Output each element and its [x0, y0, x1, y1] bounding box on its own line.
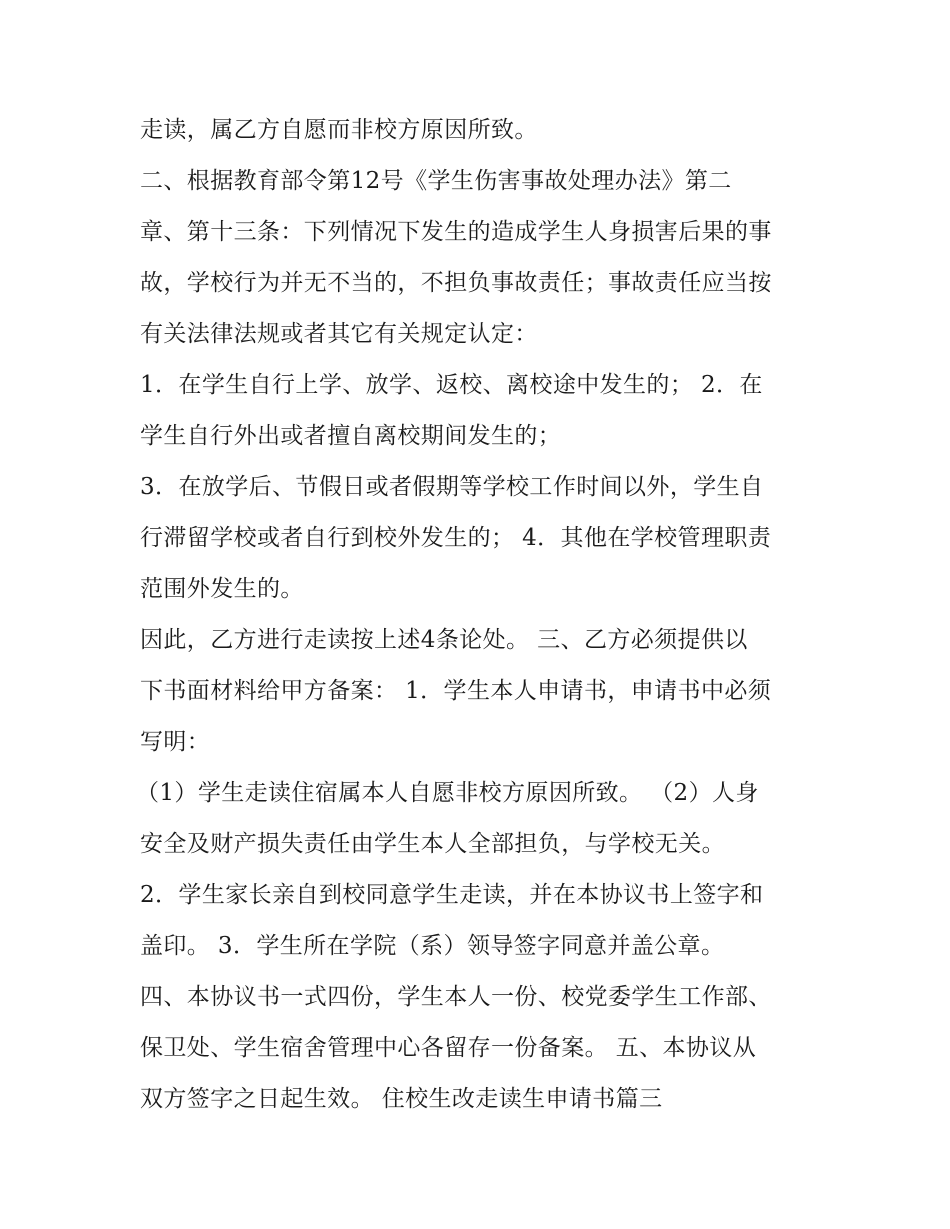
document-body — [136, 105, 820, 1125]
text-line: 故，学校行为并无不当的，不担负事故责任；事故责任应当按 — [140, 270, 772, 296]
text-line: 范围外发生的。 — [140, 576, 304, 602]
text-line: 1．在学生自行上学、放学、返校、离校途中发生的； 2．在 — [140, 372, 763, 398]
text-line: 二、根据教育部令第12号《学生伤害事故处理办法》第二 — [140, 168, 732, 194]
text-line: 3．在放学后、节假日或者假期等学校工作时间以外，学生自 — [140, 474, 764, 500]
text-line: 学生自行外出或者擅自离校期间发生的； — [140, 423, 562, 449]
text-line: 2．学生家长亲自到校同意学生走读，并在本协议书上签字和 — [140, 882, 764, 908]
text-line: 写明： — [140, 729, 211, 755]
text-line: 有关法律法规或者其它有关规定认定： — [140, 321, 538, 347]
text-line: 因此，乙方进行走读按上述4条论处。 三、乙方必须提供以 — [140, 627, 748, 653]
text-line: 双方签字之日起生效。 住校生改走读生申请书篇三 — [140, 1086, 663, 1112]
text-line: （1）学生走读住宿属本人自愿非校方原因所致。 （2）人身 — [136, 780, 759, 806]
text-line: 走读，属乙方自愿而非校方原因所致。 — [140, 117, 538, 143]
text-line: 下书面材料给甲方备案： 1．学生本人申请书，申请书中必须 — [140, 678, 772, 704]
text-line: 盖印。 3．学生所在学院（系）领导签字同意并盖公章。 — [140, 933, 725, 959]
text-line: 行滞留学校或者自行到校外发生的； 4．其他在学校管理职责 — [140, 525, 772, 551]
text-line: 四、本协议书一式四份，学生本人一份、校党委学生工作部、 — [140, 984, 772, 1010]
text-line: 保卫处、学生宿舍管理中心各留存一份备案。 五、本协议从 — [140, 1035, 757, 1061]
text-line: 章、第十三条：下列情况下发生的造成学生人身损害后果的事 — [140, 219, 772, 245]
text-line: 安全及财产损失责任由学生本人全部担负，与学校无关。 — [140, 831, 725, 857]
